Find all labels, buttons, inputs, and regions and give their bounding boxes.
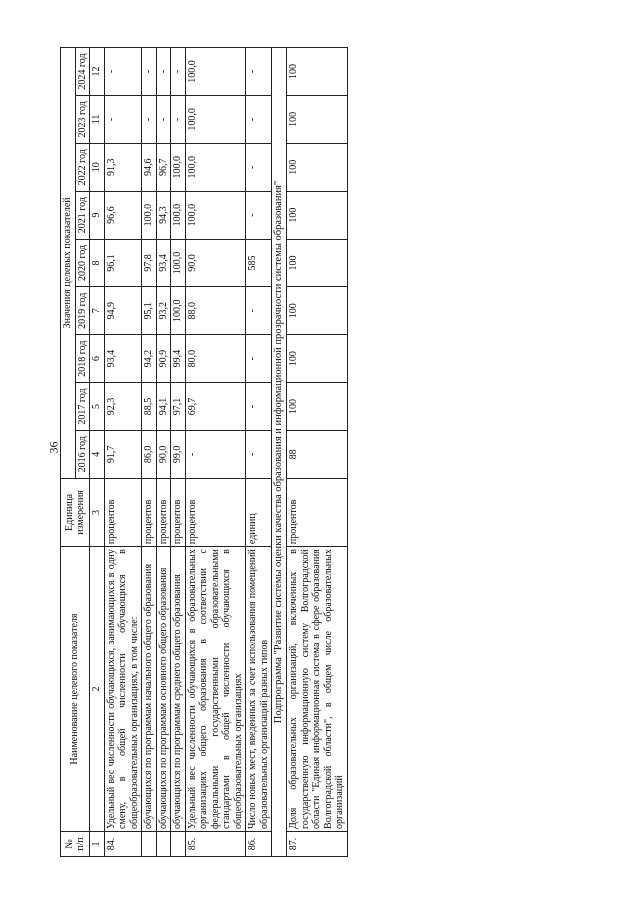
- table-row: [246, 48, 272, 857]
- value-cell: -: [246, 48, 272, 96]
- unit-cell: единиц: [246, 478, 272, 546]
- value-cell: -: [142, 96, 157, 144]
- value-cell: 69,7: [185, 383, 246, 431]
- table-row: [142, 48, 157, 857]
- unit-cell: процентов: [142, 478, 157, 546]
- value-cell: 100: [287, 287, 348, 335]
- header-year: 2016 год: [75, 430, 90, 478]
- value-cell: 99,0: [171, 430, 186, 478]
- value-cell: 91,7: [104, 430, 142, 478]
- row-number: 86.: [246, 831, 272, 856]
- value-cell: 100: [287, 383, 348, 431]
- col-index: 2: [90, 547, 105, 832]
- header-num: № п/п: [61, 831, 90, 856]
- row-number: 87.: [287, 831, 348, 856]
- col-index: 7: [90, 287, 105, 335]
- header-year: 2019 год: [75, 287, 90, 335]
- value-cell: 94,3: [156, 191, 171, 239]
- header-year: 2024 год: [75, 48, 90, 96]
- value-cell: 100,0: [171, 239, 186, 287]
- indicator-name: обучающихся по программам среднего общего образования: [171, 547, 186, 832]
- target-indicators-table: [60, 47, 348, 857]
- value-cell: -: [185, 430, 246, 478]
- value-cell: -: [104, 96, 142, 144]
- value-cell: 97,1: [171, 383, 186, 431]
- value-cell: 88,0: [185, 287, 246, 335]
- value-cell: 96,1: [104, 239, 142, 287]
- indicator-name: Удельный вес численности обучающихся в образовательных организациях общего образования в соответствии с федеральными государственными образовательными стандартами в общей численности обучающихся в общеобразовательных организациях: [185, 547, 246, 832]
- value-cell: 94,6: [142, 143, 157, 191]
- value-cell: -: [171, 48, 186, 96]
- value-cell: 92,3: [104, 383, 142, 431]
- header-year: 2020 год: [75, 239, 90, 287]
- header-values-group: Значения целевых показателей: [61, 48, 76, 479]
- value-cell: 86,0: [142, 430, 157, 478]
- value-cell: 100: [287, 96, 348, 144]
- value-cell: -: [246, 96, 272, 144]
- value-cell: 100,0: [171, 143, 186, 191]
- col-index: 1: [90, 831, 105, 856]
- header-year: 2021 год: [75, 191, 90, 239]
- value-cell: 88,5: [142, 383, 157, 431]
- col-index: 5: [90, 383, 105, 431]
- value-cell: -: [171, 96, 186, 144]
- value-cell: 93,4: [104, 335, 142, 383]
- row-number: [142, 831, 157, 856]
- value-cell: 100,0: [142, 191, 157, 239]
- row-number: [171, 831, 186, 856]
- value-cell: 100,0: [171, 287, 186, 335]
- value-cell: 90,0: [185, 239, 246, 287]
- value-cell: -: [246, 430, 272, 478]
- header-year: 2022 год: [75, 143, 90, 191]
- value-cell: 100,0: [185, 48, 246, 96]
- value-cell: 94,9: [104, 287, 142, 335]
- value-cell: 100: [287, 143, 348, 191]
- value-cell: 100,0: [185, 96, 246, 144]
- indicator-name: Число новых мест, введенных за счет использования помещений образовательных организаций разных типов: [246, 547, 272, 832]
- value-cell: -: [156, 96, 171, 144]
- value-cell: 100: [287, 191, 348, 239]
- unit-cell: процентов: [185, 478, 246, 546]
- value-cell: 94,2: [142, 335, 157, 383]
- value-cell: 90,9: [156, 335, 171, 383]
- value-cell: -: [246, 191, 272, 239]
- col-index: 3: [90, 478, 105, 546]
- indicator-name: Доля образовательных организаций, включенных в государственную информационную систему Волгоградской области "Единая информационная система в сфере образования Волгоградской области", в общем числе образовательных организаций: [287, 547, 348, 832]
- subprogram-title: Подпрограмма "Развитие системы оценки качества образования и информационной прозрачности системы образования": [272, 48, 287, 857]
- value-cell: 100: [287, 335, 348, 383]
- value-cell: 100,0: [171, 191, 186, 239]
- value-cell: 100,0: [185, 191, 246, 239]
- header-year: 2023 год: [75, 96, 90, 144]
- value-cell: 93,4: [156, 239, 171, 287]
- value-cell: 91,3: [104, 143, 142, 191]
- indicator-name: обучающихся по программам основного общего образования: [156, 547, 171, 832]
- table-row: [156, 48, 171, 857]
- page-number: 36: [46, 441, 61, 454]
- value-cell: 96,7: [156, 143, 171, 191]
- table-row: [171, 48, 186, 857]
- rotated-table-container: [60, 47, 580, 857]
- value-cell: 585: [246, 239, 272, 287]
- header-name: Наименование целевого показателя: [61, 547, 90, 832]
- value-cell: 95,1: [142, 287, 157, 335]
- unit-cell: процентов: [287, 478, 348, 546]
- value-cell: 96,6: [104, 191, 142, 239]
- indicator-name: обучающихся по программам начального общего образования: [142, 547, 157, 832]
- value-cell: 97,8: [142, 239, 157, 287]
- col-index: 10: [90, 143, 105, 191]
- value-cell: -: [142, 48, 157, 96]
- header-year: 2018 год: [75, 335, 90, 383]
- unit-cell: процентов: [156, 478, 171, 546]
- col-index: 9: [90, 191, 105, 239]
- header-unit: Единица измерения: [61, 478, 90, 546]
- unit-cell: процентов: [104, 478, 142, 546]
- row-number: 85.: [185, 831, 246, 856]
- value-cell: -: [246, 383, 272, 431]
- value-cell: 88: [287, 430, 348, 478]
- table-row: [104, 48, 142, 857]
- row-number: 84.: [104, 831, 142, 856]
- col-index: 6: [90, 335, 105, 383]
- row-number: [156, 831, 171, 856]
- value-cell: 90,0: [156, 430, 171, 478]
- unit-cell: процентов: [171, 478, 186, 546]
- indicator-name: Удельный вес численности обучающихся, занимающихся в одну смену, в общей численности обучающихся в общеобразовательных организациях, в том числе:: [104, 547, 142, 832]
- col-index: 4: [90, 430, 105, 478]
- value-cell: 93,2: [156, 287, 171, 335]
- value-cell: -: [246, 143, 272, 191]
- table-row: [185, 48, 246, 857]
- col-index: 8: [90, 239, 105, 287]
- value-cell: -: [246, 287, 272, 335]
- col-index: 11: [90, 96, 105, 144]
- value-cell: -: [104, 48, 142, 96]
- value-cell: 100: [287, 48, 348, 96]
- value-cell: 100: [287, 239, 348, 287]
- col-index: 12: [90, 48, 105, 96]
- value-cell: 99,4: [171, 335, 186, 383]
- value-cell: 94,1: [156, 383, 171, 431]
- value-cell: -: [156, 48, 171, 96]
- value-cell: 100,0: [185, 143, 246, 191]
- header-year: 2017 год: [75, 383, 90, 431]
- value-cell: -: [246, 335, 272, 383]
- value-cell: 80,0: [185, 335, 246, 383]
- table-row: [287, 48, 348, 857]
